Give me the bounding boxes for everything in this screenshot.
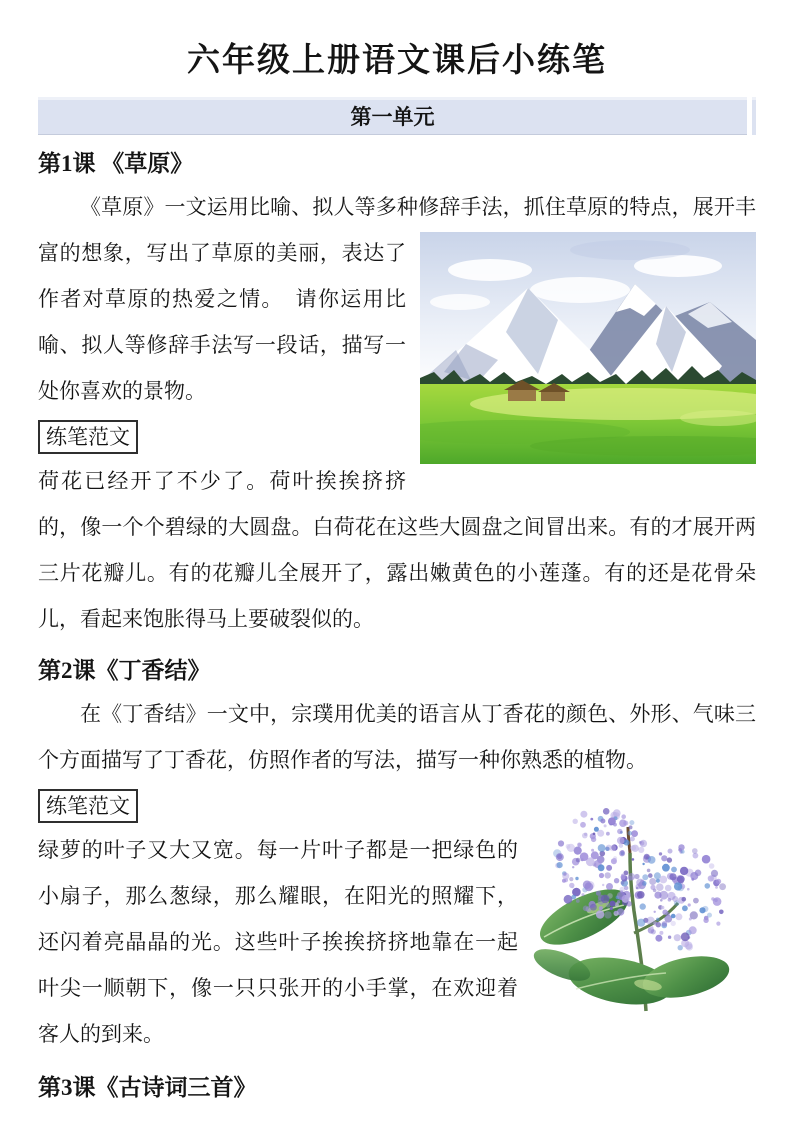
lesson1-body: [38, 184, 756, 642]
lilac-illustration: [528, 783, 756, 1015]
sample-label-box-2: 练笔范文: [38, 789, 138, 823]
unit-banner-label: 第一单元: [38, 97, 747, 135]
lesson1-heading: 第1课 《草原》: [38, 151, 194, 176]
lesson1-intro: 《草原》一文运用比喻、拟人等多种修辞手法，抓住草原的特点，展开丰富的想象，写出了草原的美丽，表达了作者对草原的热爱之情。 请你运用比喻、拟人等修辞手法写一段话，描写一处你喜欢的景物。: [38, 195, 756, 403]
lesson2-sample: 绿萝的叶子又大又宽。每一片叶子都是一把绿色的小扇子，那么葱绿，那么耀眼，在阳光的照耀下，还闪着亮晶晶的光。这些叶子挨挨挤挤地靠在一起叶尖一顺朝下，像一只只张开的小手掌，在欢迎着客人的到来。: [38, 838, 518, 1046]
lesson1-sample: 荷花已经开了不少了。荷叶挨挨挤挤的，像一个个碧绿的大圆盘。白荷花在这些大圆盘之间冒出来。有的才展开两三片花瓣儿。有的花瓣儿全展开了，露出嫩黄色的小莲蓬。有的还是花骨朵儿，看起来饱胀得马上要破裂似的。: [38, 469, 756, 631]
lesson2-body: [38, 783, 756, 1057]
lilac-cluster-left: [553, 808, 651, 919]
mountain-meadow-illustration: [420, 232, 756, 464]
unit-banner-strip: [752, 97, 756, 135]
page-title: 六年级上册语文课后小练笔: [187, 43, 607, 79]
lesson3-heading: 第3课《古诗词三首》: [38, 1075, 257, 1100]
lesson2-heading: 第2课《丁香结》: [38, 658, 211, 683]
meadow: [420, 384, 756, 464]
lesson2-intro: 在《丁香结》一文中，宗璞用优美的语言从丁香花的颜色、外形、气味三个方面描写了丁香花，仿照作者的写法，描写一种你熟悉的植物。: [38, 702, 756, 772]
sample-label-box-1: 练笔范文: [38, 420, 138, 454]
unit-banner: [38, 97, 756, 135]
lilac-cluster-right: [636, 844, 727, 951]
